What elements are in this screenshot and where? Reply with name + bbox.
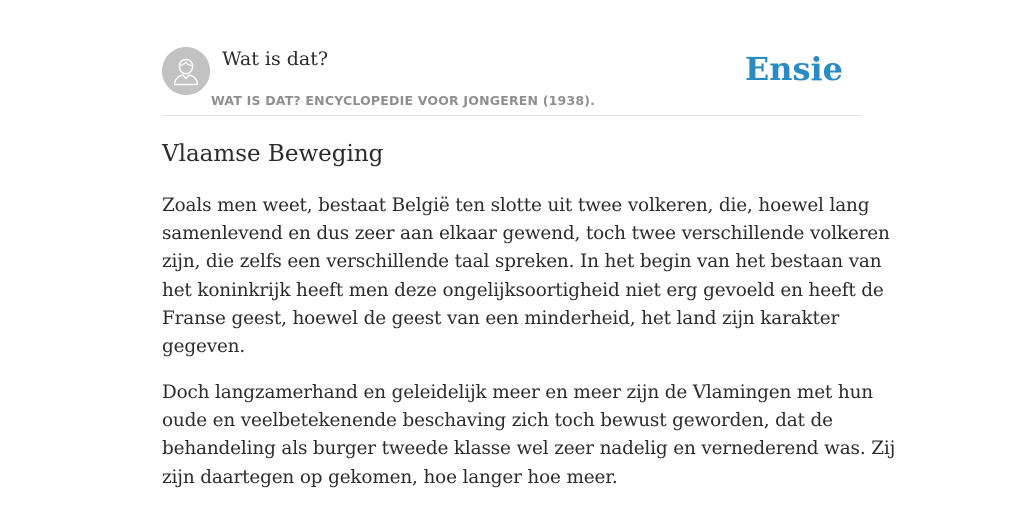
book-title-link[interactable]: Wat is dat?: [222, 48, 329, 70]
ensie-logo[interactable]: Ensie: [744, 50, 843, 88]
paragraph-line: Franse geest, hoewel de geest van een minderheid, het land zijn karakter: [162, 307, 840, 329]
paragraph-line: gegeven.: [162, 336, 246, 358]
book-header: [162, 0, 862, 116]
paragraph-line: zijn, die zelfs een verschillende taal spreken. In het begin van het bestaan van: [162, 251, 882, 273]
paragraph-line: het koninkrijk heeft men deze ongelijksoortigheid niet erg gevoeld en heeft de: [162, 279, 884, 301]
paragraph-line: Zoals men weet, bestaat België ten slotte uit twee volkeren, die, hoewel lang: [162, 195, 870, 216]
page: [162, 0, 896, 488]
book-source-label: WAT IS DAT? ENCYCLOPEDIE VOOR JONGEREN (1938).: [211, 93, 596, 108]
article-paragraph-1: [162, 192, 890, 361]
user-silhouette-icon: [162, 47, 210, 95]
paragraph-line: oude en veelbetekenende beschaving zich toch bewust geworden, dat de: [162, 410, 833, 432]
paragraph-line: samenlevend en dus zeer aan elkaar gewend, toch twee verschillende volkeren: [162, 223, 890, 245]
article-paragraph-2: [162, 379, 896, 492]
article-title: Vlaamse Beweging: [162, 141, 384, 167]
paragraph-line: behandeling als burger tweede klasse wel zeer nadelig en vernederend was. Zij: [162, 438, 896, 460]
paragraph-line: zijn daartegen op gekomen, hoe langer hoe meer.: [162, 466, 618, 488]
avatar[interactable]: [162, 47, 210, 95]
paragraph-line: Doch langzamerhand en geleidelijk meer en meer zijn de Vlamingen met hun: [162, 382, 873, 403]
